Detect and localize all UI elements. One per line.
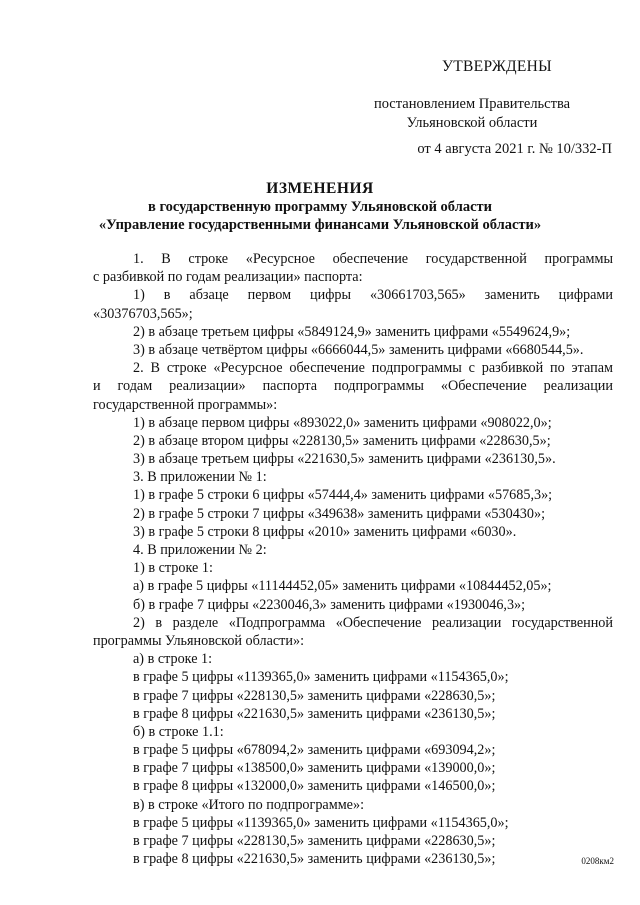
body-line: в графе 5 цифры «1139365,0» заменить цифрами «1154365,0»; xyxy=(133,814,509,831)
document-body xyxy=(93,250,613,868)
approval-stamp: УТВЕРЖДЕНЫ xyxy=(442,58,552,75)
body-line: б) в строке 1.1: xyxy=(133,723,224,740)
body-line: 1) в строке 1: xyxy=(133,560,213,577)
body-line: б) в графе 7 цифры «2230046,3» заменить цифрами «1930046,3»; xyxy=(133,596,526,613)
body-line: 3) в графе 5 строки 8 цифры «2010» заменить цифрами «6030». xyxy=(133,523,517,540)
title-main: ИЗМЕНЕНИЯ xyxy=(266,180,374,197)
body-line: а) в графе 5 цифры «11144452,05» заменить цифрами «10844452,05»; xyxy=(133,578,552,595)
body-line: 2) в разделе «Подпрограмма «Обеспечение реализации государственной xyxy=(133,614,613,631)
body-line: а) в строке 1: xyxy=(133,651,213,668)
decree-line-1: постановлением Правительства xyxy=(373,96,571,112)
body-line: 2) в абзаце третьем цифры «5849124,9» заменить цифрами «5549624,9»; xyxy=(133,323,571,340)
body-line: и годам реализации» паспорта подпрограммы «Обеспечение реализации xyxy=(93,378,613,395)
body-line: государственной программы»: xyxy=(93,396,278,413)
body-line: 1) в абзаце первом цифры «30661703,565» заменить цифрами xyxy=(133,287,613,304)
body-line: 1) в графе 5 строки 6 цифры «57444,4» заменить цифрами «57685,3»; xyxy=(133,487,553,504)
body-line: в графе 7 цифры «228130,5» заменить цифрами «228630,5»; xyxy=(133,687,496,704)
body-line: в графе 7 цифры «138500,0» заменить цифрами «139000,0»; xyxy=(133,760,496,777)
body-line: в графе 8 цифры «221630,5» заменить цифрами «236130,5»; xyxy=(133,851,496,868)
body-line: 4. В приложении № 2: xyxy=(133,542,267,558)
body-line: программы Ульяновской области»: xyxy=(93,632,305,649)
body-line: в) в строке «Итого по подпрограмме»: xyxy=(133,796,365,813)
body-line: 2. В строке «Ресурсное обеспечение подпрограммы с разбивкой по этапам xyxy=(133,360,613,377)
document-title xyxy=(0,180,640,234)
body-line: в графе 5 цифры «1139365,0» заменить цифрами «1154365,0»; xyxy=(133,669,509,686)
title-subtitle-1: в государственную программу Ульяновской области xyxy=(147,199,492,215)
body-line: в графе 7 цифры «228130,5» заменить цифрами «228630,5»; xyxy=(133,833,496,849)
decree-line-2: Ульяновской области xyxy=(406,115,538,131)
decree-reference xyxy=(342,95,602,133)
body-line: в графе 8 цифры «221630,5» заменить цифрами «236130,5»; xyxy=(133,705,496,722)
body-line: «30376703,565»; xyxy=(93,305,193,322)
body-line: с разбивкой по годам реализации» паспорта: xyxy=(93,269,363,286)
body-line: 2) в абзаце втором цифры «228130,5» заменить цифрами «228630,5»; xyxy=(133,432,551,449)
body-line: 1. В строке «Ресурсное обеспечение государственной программы xyxy=(133,251,613,267)
body-line: 2) в графе 5 строки 7 цифры «349638» заменить цифрами «530430»; xyxy=(133,505,546,522)
title-subtitle-2: «Управление государственными финансами Ульяновской области» xyxy=(98,217,542,233)
body-line: в графе 8 цифры «132000,0» заменить цифрами «146500,0»; xyxy=(133,778,496,795)
body-line: 3) в абзаце третьем цифры «221630,5» заменить цифрами «236130,5». xyxy=(133,451,556,468)
footer-code: 0208км2 xyxy=(581,856,614,866)
body-line: 3. В приложении № 1: xyxy=(133,469,267,486)
body-line: 1) в абзаце первом цифры «893022,0» заменить цифрами «908022,0»; xyxy=(133,414,552,431)
body-line: в графе 5 цифры «678094,2» заменить цифрами «693094,2»; xyxy=(133,742,496,759)
body-line: 3) в абзаце четвёртом цифры «6666044,5» заменить цифрами «6680544,5». xyxy=(133,341,584,358)
decree-date-number: от 4 августа 2021 г. № 10/332-П xyxy=(417,141,612,157)
